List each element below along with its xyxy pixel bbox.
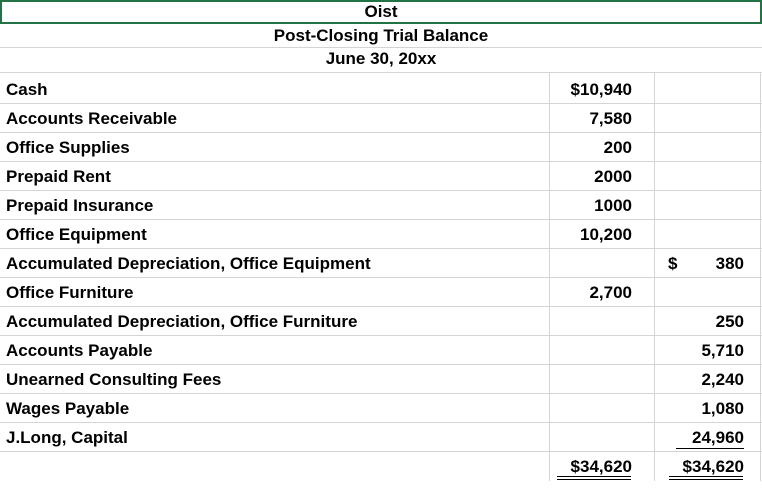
account-name-cell[interactable]: Prepaid Rent <box>6 167 111 186</box>
column-gridline <box>760 72 761 481</box>
debit-cell[interactable]: 200 <box>603 138 632 157</box>
totals-row <box>0 452 762 481</box>
table-row <box>0 133 762 162</box>
credit-cell[interactable] <box>668 104 744 133</box>
account-name-cell[interactable]: Accumulated Depreciation, Office Equipment <box>6 254 371 273</box>
credit-cell[interactable] <box>668 220 744 249</box>
credit-cell[interactable]: 250 <box>715 312 744 331</box>
credit-cell[interactable] <box>668 191 744 220</box>
account-name-cell[interactable]: J.Long, Capital <box>6 428 128 447</box>
credit-cell[interactable]: 24,960 <box>692 428 744 447</box>
total-double-underline <box>669 476 743 480</box>
report-date-cell[interactable]: June 30, 20xx <box>325 49 437 68</box>
column-gridline <box>654 72 655 481</box>
credit-cell[interactable] <box>668 278 744 307</box>
debit-cell[interactable]: 2000 <box>594 167 632 186</box>
table-row <box>0 423 762 452</box>
debit-cell[interactable]: $10,940 <box>570 80 632 99</box>
header-gridline <box>0 72 762 73</box>
table-row <box>0 278 762 307</box>
debit-cell[interactable] <box>556 365 632 394</box>
debit-cell[interactable]: 10,200 <box>580 225 632 244</box>
total-double-underline <box>557 476 631 480</box>
account-name-cell[interactable]: Prepaid Insurance <box>6 196 154 215</box>
debit-cell[interactable]: 1000 <box>594 196 632 215</box>
total-debit[interactable]: $34,620 <box>570 457 632 476</box>
debit-cell[interactable] <box>556 394 632 423</box>
credit-cell[interactable]: 5,710 <box>701 341 744 360</box>
account-name-cell[interactable]: Office Furniture <box>6 283 134 302</box>
total-credit[interactable]: $34,620 <box>682 457 744 476</box>
account-name-cell[interactable]: Office Equipment <box>6 225 147 244</box>
table-row <box>0 162 762 191</box>
credit-cell[interactable]: 2,240 <box>701 370 744 389</box>
table-row <box>0 336 762 365</box>
credit-cell[interactable]: 380 <box>715 254 744 273</box>
debit-cell[interactable]: 7,580 <box>589 109 632 128</box>
account-name-cell[interactable]: Accumulated Depreciation, Office Furniture <box>6 312 358 331</box>
debit-cell[interactable]: 2,700 <box>589 283 632 302</box>
table-row <box>0 220 762 249</box>
account-name-cell[interactable]: Cash <box>6 80 48 99</box>
account-name-cell[interactable]: Wages Payable <box>6 399 130 418</box>
credit-cell[interactable] <box>668 162 744 191</box>
debit-cell[interactable] <box>556 249 632 278</box>
company-name-cell[interactable]: Oist <box>0 0 762 24</box>
table-row <box>0 394 762 423</box>
table-row <box>0 191 762 220</box>
account-name-cell[interactable]: Office Supplies <box>6 138 130 157</box>
debit-cell[interactable] <box>556 336 632 365</box>
dollar-sign: $ <box>668 254 678 273</box>
table-row <box>0 307 762 336</box>
report-title-cell[interactable]: Post-Closing Trial Balance <box>273 26 489 45</box>
credit-cell[interactable]: 1,080 <box>701 399 744 418</box>
debit-cell[interactable] <box>556 307 632 336</box>
debit-cell[interactable] <box>556 423 632 452</box>
column-gridline <box>549 72 550 481</box>
table-row <box>0 249 762 278</box>
table-row <box>0 104 762 133</box>
credit-cell[interactable] <box>668 133 744 162</box>
credit-cell[interactable] <box>668 75 744 104</box>
account-name-cell[interactable]: Accounts Payable <box>6 341 153 360</box>
account-name-cell[interactable]: Unearned Consulting Fees <box>6 370 222 389</box>
subtotal-underline <box>676 448 744 449</box>
account-name-cell[interactable]: Accounts Receivable <box>6 109 178 128</box>
table-row <box>0 365 762 394</box>
table-row <box>0 75 762 104</box>
